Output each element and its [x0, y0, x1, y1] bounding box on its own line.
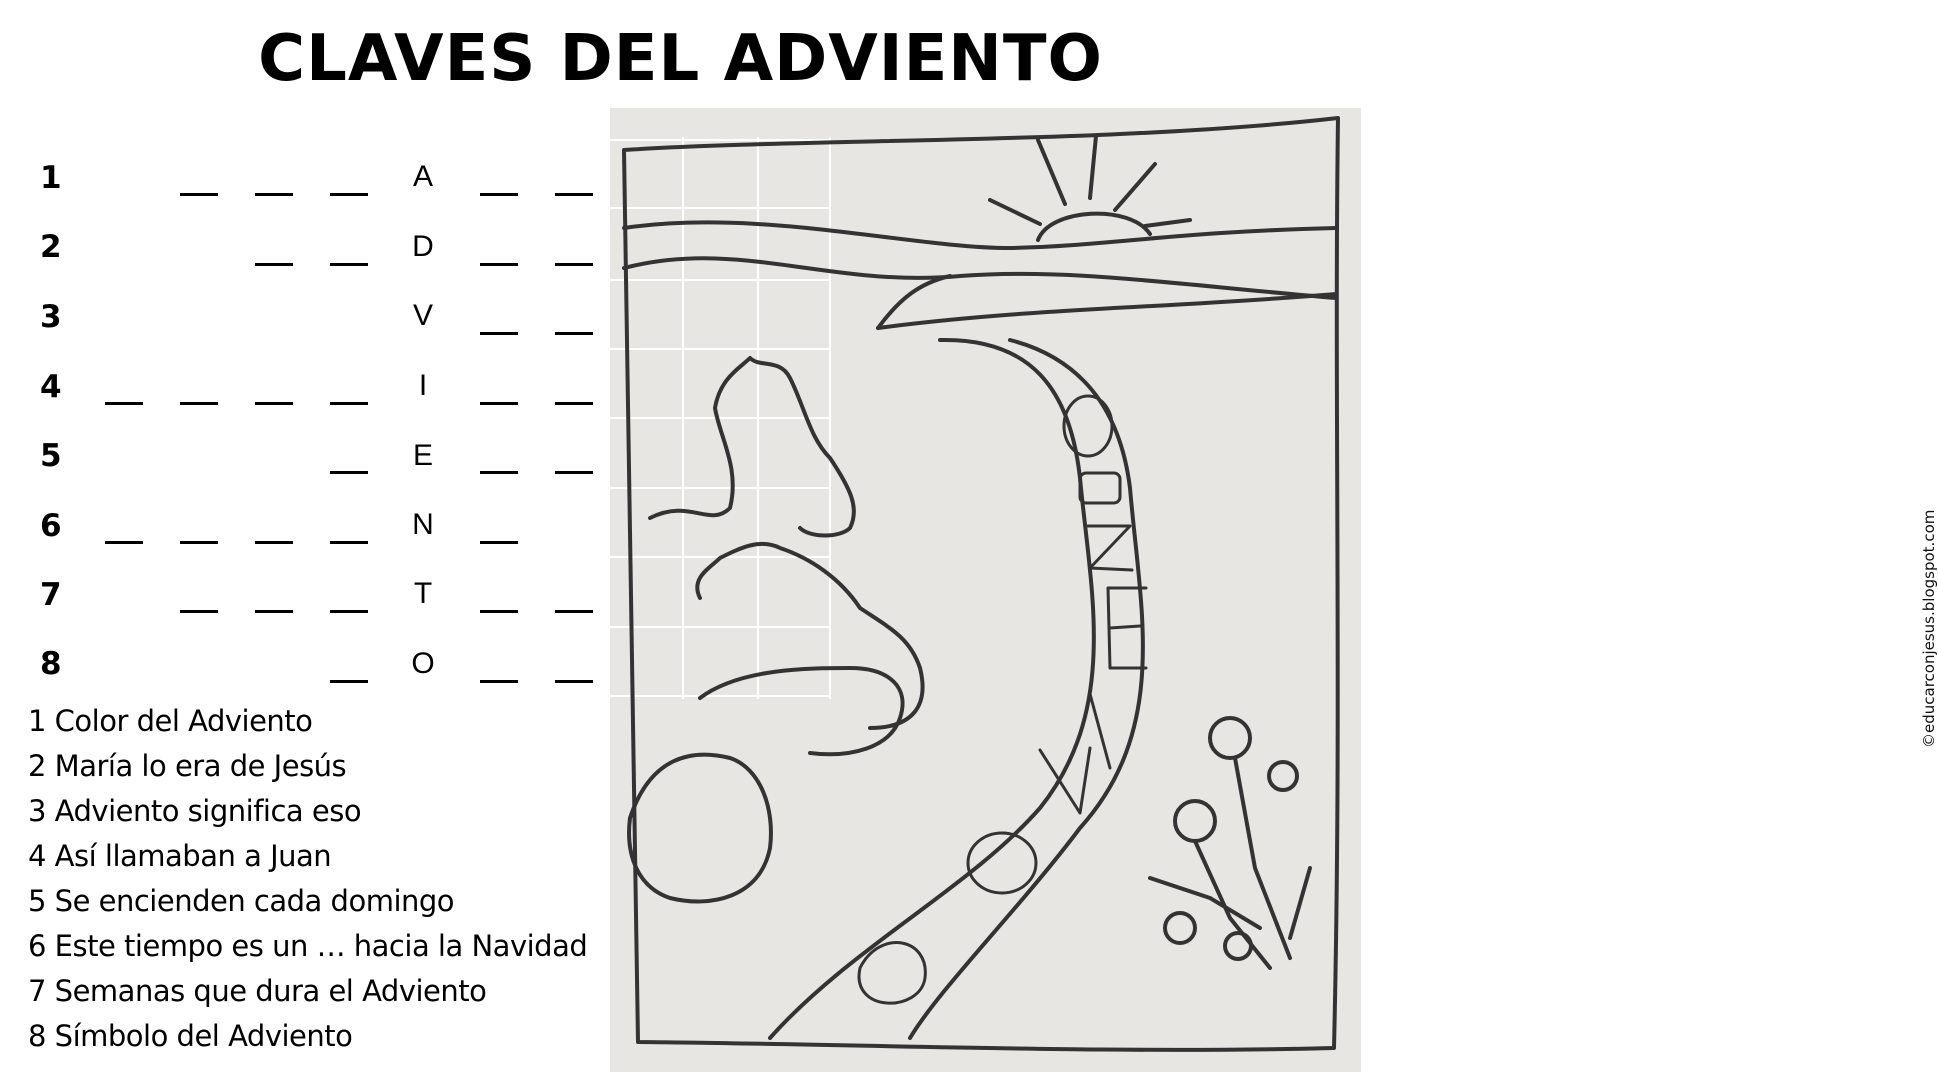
clue-item: 1 Color del Adviento: [28, 704, 313, 738]
answer-blank[interactable]: [255, 193, 293, 196]
answer-blank[interactable]: [555, 263, 593, 266]
key-letter: V: [412, 299, 433, 332]
answer-blank[interactable]: [255, 402, 293, 405]
key-letter: O: [411, 647, 435, 680]
clue-item: 4 Así llamaban a Juan: [28, 839, 332, 873]
answer-blank[interactable]: [330, 610, 368, 613]
answer-blank[interactable]: [480, 193, 518, 196]
answer-blank[interactable]: [555, 402, 593, 405]
answer-blank[interactable]: [480, 471, 518, 474]
row-number: 7: [40, 577, 62, 613]
answer-blank[interactable]: [105, 402, 143, 405]
clue-item: 7 Semanas que dura el Adviento: [28, 974, 487, 1008]
answer-blank[interactable]: [480, 610, 518, 613]
answer-blank[interactable]: [480, 402, 518, 405]
key-letter: I: [418, 369, 428, 402]
answer-blank[interactable]: [330, 680, 368, 683]
clue-item: 2 María lo era de Jesús: [28, 749, 347, 783]
clue-item: 3 Adviento significa eso: [28, 794, 362, 828]
row-number: 8: [40, 646, 62, 682]
answer-blank[interactable]: [180, 193, 218, 196]
answer-blank[interactable]: [180, 402, 218, 405]
row-number: 4: [40, 369, 62, 405]
sun-icon: [990, 136, 1190, 240]
coloring-drawing: [610, 108, 1361, 1072]
answer-blank[interactable]: [555, 471, 593, 474]
clue-item: 5 Se encienden cada domingo: [28, 884, 455, 918]
answer-blank[interactable]: [555, 332, 593, 335]
answer-blank[interactable]: [330, 402, 368, 405]
answer-blank[interactable]: [555, 193, 593, 196]
page-title: CLAVES DEL ADVIENTO: [258, 22, 1103, 96]
row-number: 6: [40, 508, 62, 544]
answer-blank[interactable]: [105, 541, 143, 544]
answer-blank[interactable]: [555, 610, 593, 613]
answer-blank[interactable]: [480, 332, 518, 335]
answer-blank[interactable]: [180, 610, 218, 613]
row-number: 1: [40, 160, 62, 196]
credit-text: ©educarconjesus.blogspot.com: [1920, 509, 1938, 748]
answer-blank[interactable]: [480, 680, 518, 683]
answer-blank[interactable]: [480, 263, 518, 266]
answer-blank[interactable]: [255, 610, 293, 613]
clue-item: 8 Símbolo del Adviento: [28, 1019, 353, 1053]
road-icon: [770, 294, 1336, 1038]
rock-icon: [629, 668, 902, 901]
answer-blank[interactable]: [330, 193, 368, 196]
row-number: 5: [40, 438, 62, 474]
key-letter: T: [413, 577, 433, 610]
coloring-illustration: [610, 108, 1938, 1072]
answer-blank[interactable]: [330, 471, 368, 474]
answer-blank[interactable]: [330, 263, 368, 266]
answer-blank[interactable]: [180, 541, 218, 544]
answer-blank[interactable]: [255, 263, 293, 266]
key-letter: A: [412, 160, 433, 193]
row-number: 3: [40, 299, 62, 335]
key-letter: N: [412, 508, 434, 541]
clue-item: 6 Este tiempo es un … hacia la Navidad: [28, 929, 588, 963]
hills-icon: [624, 222, 1336, 328]
key-letter: E: [412, 439, 433, 472]
answer-blank[interactable]: [555, 680, 593, 683]
flower-icon: [1150, 718, 1310, 968]
key-letter: D: [412, 230, 434, 263]
answer-blank[interactable]: [255, 541, 293, 544]
row-number: 2: [40, 229, 62, 265]
answer-blank[interactable]: [480, 541, 518, 544]
answer-blank[interactable]: [330, 541, 368, 544]
